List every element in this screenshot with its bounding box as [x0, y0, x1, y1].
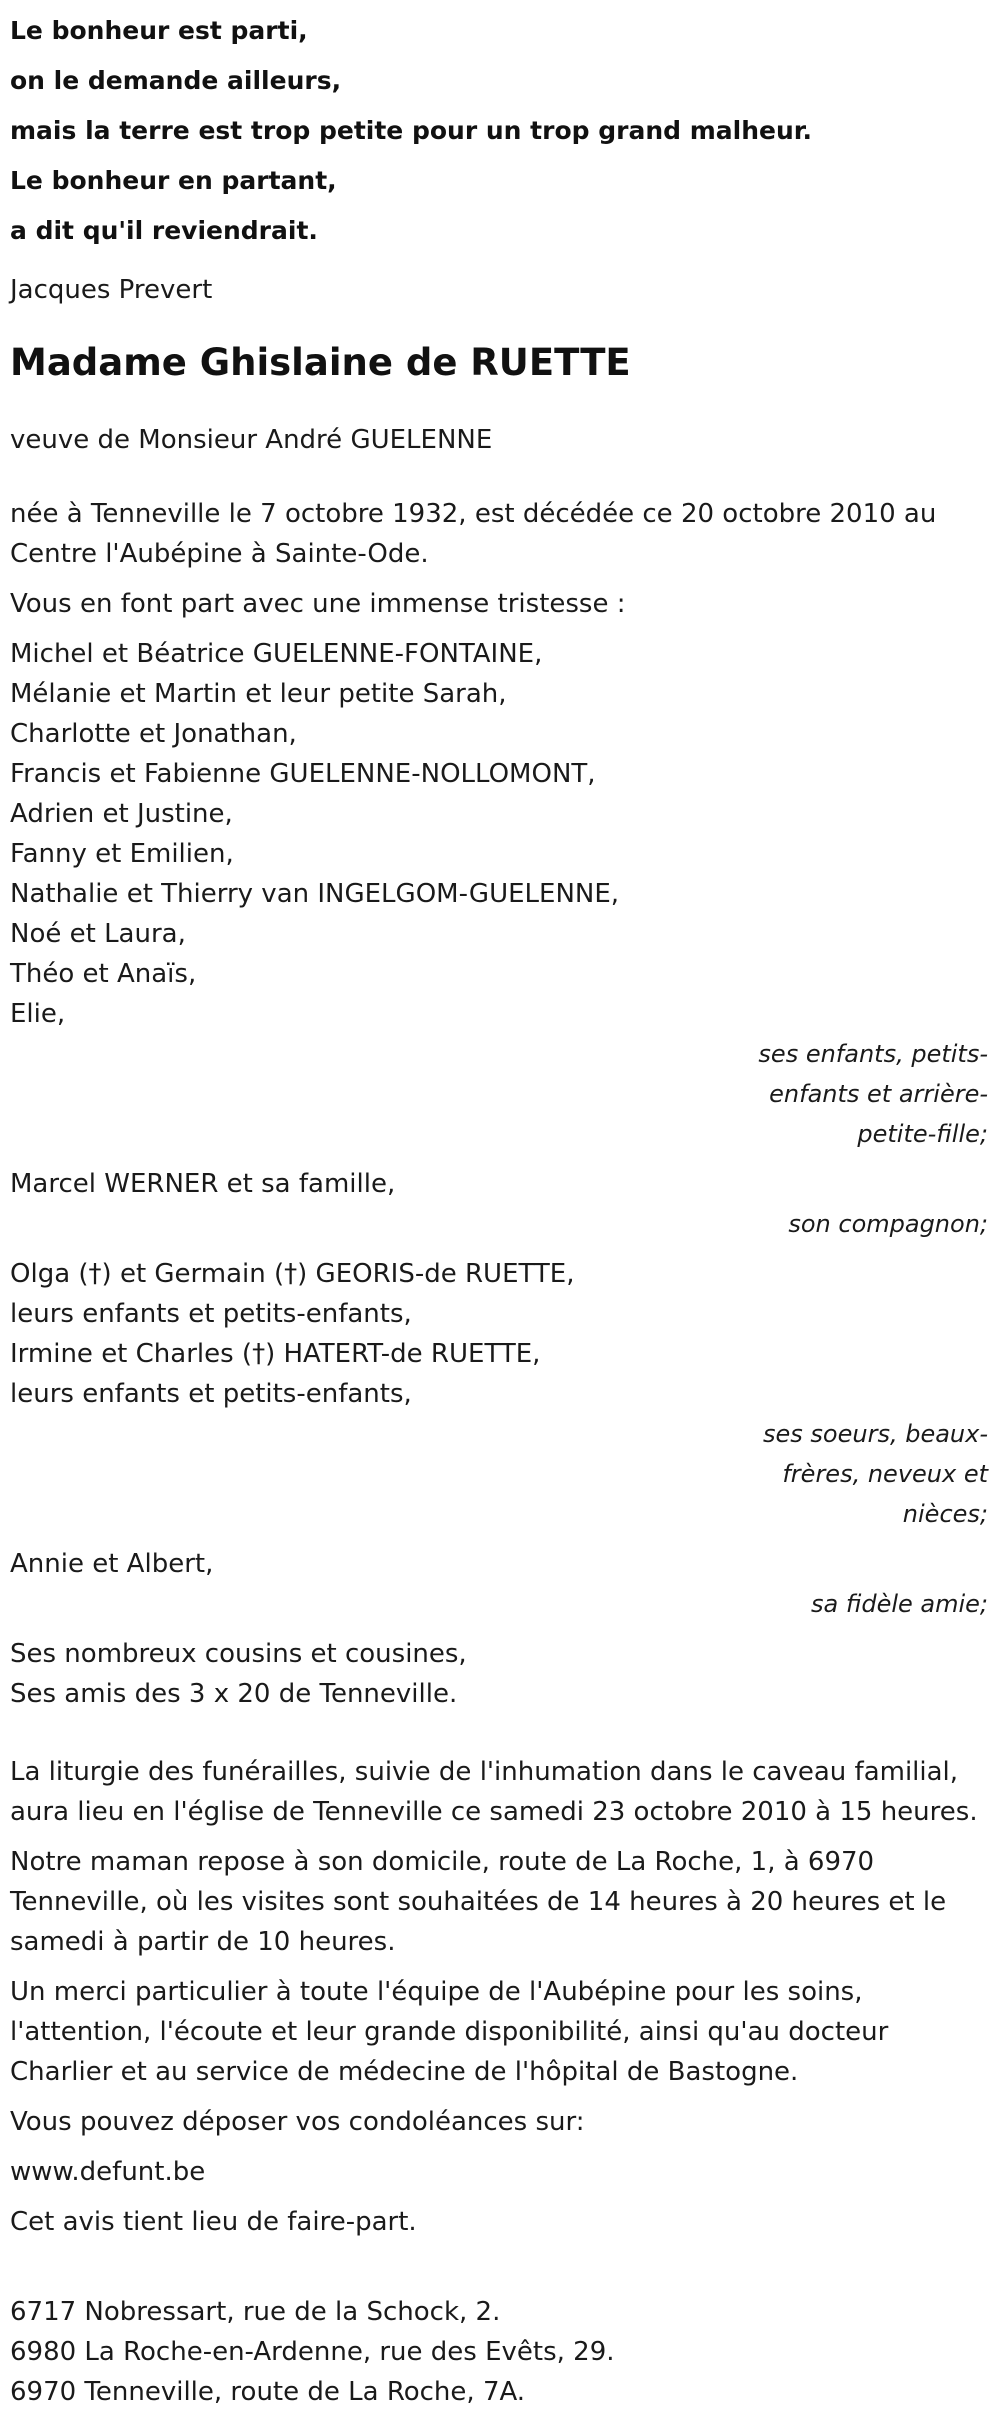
others-list: [10, 1634, 990, 1714]
birth-death-text: née à Tenneville le 7 octobre 1932, est décédée ce 20 octobre 2010 au Centre l'Aubépine à Sainte-Ode.: [10, 499, 937, 569]
poem-line: on le demande ailleurs,: [10, 66, 342, 95]
address-item: 6717 Nobressart, rue de la Schock, 2.: [10, 2297, 501, 2327]
poem-line: Le bonheur est parti,: [10, 16, 308, 45]
liturgy-text: La liturgie des funérailles, suivie de l'inhumation dans le caveau familial, aura lieu en l'église de Tenneville ce samedi 23 octobre 2010 à 15 heures.: [10, 1757, 978, 1827]
list-item: Irmine et Charles (†) HATERT-de RUETTE,: [10, 1339, 541, 1369]
widow-of: veuve de Monsieur André GUELENNE: [10, 425, 493, 455]
list-item: Charlotte et Jonathan,: [10, 719, 297, 749]
list-item: Adrien et Justine,: [10, 799, 233, 829]
website-link[interactable]: www.defunt.be: [10, 2157, 206, 2187]
list-item: Olga (†) et Germain (†) GEORIS-de RUETTE,: [10, 1259, 575, 1289]
friend-line: Annie et Albert,: [10, 1549, 214, 1579]
address-item: 6980 La Roche-en-Ardenne, rue des Evêts, 29.: [10, 2337, 615, 2367]
siblings-role: ses soeurs, beaux-frères, neveux et nièces;: [763, 1420, 988, 1528]
siblings-list: [10, 1254, 990, 1414]
list-item: Ses amis des 3 x 20 de Tenneville.: [10, 1679, 458, 1709]
list-item: Elie,: [10, 999, 66, 1029]
addresses-list: [10, 2292, 990, 2412]
list-item: Noé et Laura,: [10, 919, 186, 949]
list-item: leurs enfants et petits-enfants,: [10, 1299, 412, 1329]
list-item: Théo et Anaïs,: [10, 959, 197, 989]
deceased-name: Madame Ghislaine de RUETTE: [10, 341, 631, 384]
poem: [10, 0, 990, 256]
rest-text: Notre maman repose à son domicile, route de La Roche, 1, à 6970 Tenneville, où les visites sont souhaitées de 14 heures à 20 heures et le samedi à partir de 10 heures.: [10, 1847, 947, 1957]
thanks-text: Un merci particulier à toute l'équipe de l'Aubépine pour les soins, l'attention, l'écoute et leur grande disponibilité, ainsi qu'au docteur Charlier et au service de médecine de l'hôpital de Bastogne.: [10, 1977, 889, 2087]
poem-line: Le bonheur en partant,: [10, 166, 337, 195]
companion-line: Marcel WERNER et sa famille,: [10, 1169, 396, 1199]
list-item: Nathalie et Thierry van INGELGOM-GUELENNE,: [10, 879, 620, 909]
address-item: 6970 Tenneville, route de La Roche, 7A.: [10, 2377, 526, 2407]
companion-role: son compagnon;: [788, 1210, 988, 1238]
poem-author: Jacques Prevert: [10, 275, 213, 305]
list-item: Fanny et Emilien,: [10, 839, 234, 869]
announcement-text: Vous en font part avec une immense tristesse :: [10, 589, 626, 619]
poem-line: mais la terre est trop petite pour un trop grand malheur.: [10, 116, 813, 145]
list-item: Mélanie et Martin et leur petite Sarah,: [10, 679, 507, 709]
list-item: leurs enfants et petits-enfants,: [10, 1379, 412, 1409]
condolences-text: Vous pouvez déposer vos condoléances sur:: [10, 2107, 585, 2137]
friend-role: sa fidèle amie;: [810, 1590, 988, 1618]
children-role: ses enfants, petits-enfants et arrière-petite-fille;: [758, 1040, 988, 1148]
list-item: Michel et Béatrice GUELENNE-FONTAINE,: [10, 639, 543, 669]
list-item: Francis et Fabienne GUELENNE-NOLLOMONT,: [10, 759, 596, 789]
children-list: [10, 634, 990, 1034]
poem-line: a dit qu'il reviendrait.: [10, 216, 318, 245]
notice-text: Cet avis tient lieu de faire-part.: [10, 2207, 417, 2237]
list-item: Ses nombreux cousins et cousines,: [10, 1639, 467, 1669]
